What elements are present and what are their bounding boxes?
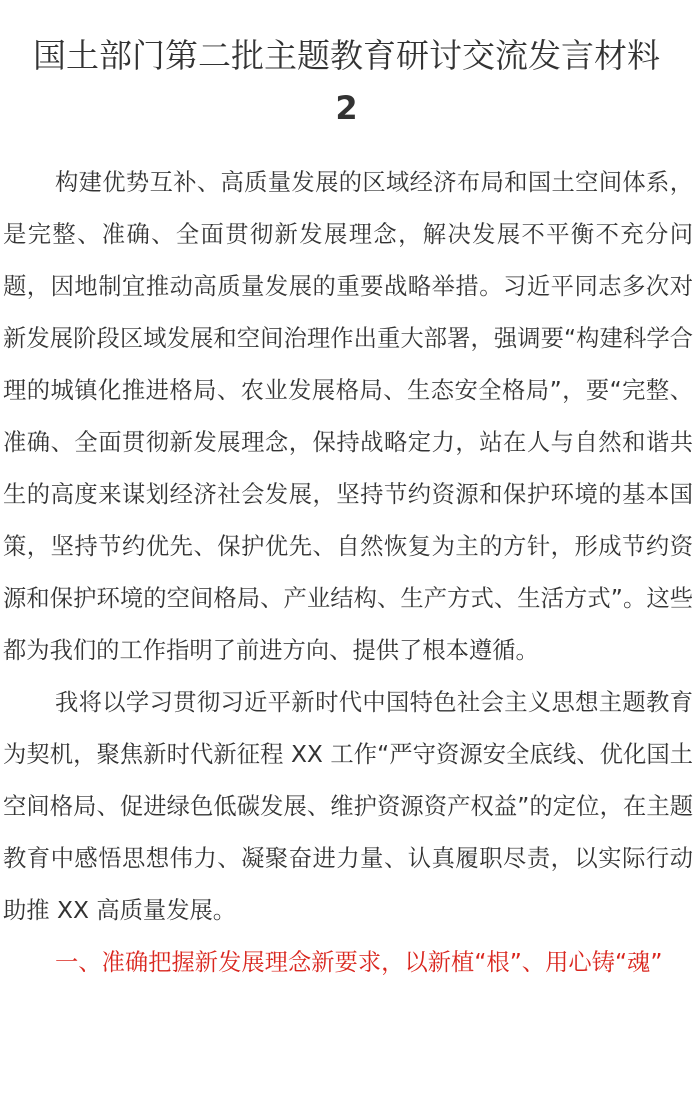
paragraph-1: 构建优势互补、高质量发展的区域经济布局和国土空间体系，是完整、准确、全面贯彻新发展理念，解决发展不平衡不充分问题，因地制宜推动高质量发展的重要战略举措。习近平同志多次对新发展阶段区域发展和空间治理作出重大部署，强调要“构建科学合理的城镇化推进格局、农业发展格局、生态安全格局”，要“完整、准确、全面贯彻新发展理念，保持战略定力，站在人与自然和谐共生的高度来谋划经济社会发展，坚持节约资源和保护环境的基本国策，坚持节约优先、保护优先、自然恢复为主的方针，形成节约资源和保护环境的空间格局、产业结构、生产方式、生活方式”。这些都为我们的工作指明了前进方向、提供了根本遵循。 (3, 169, 693, 664)
section-heading-1: 一、准确把握新发展理念新要求，以新植“根”、用心铸“魂” (55, 949, 663, 976)
title-line-1: 国土部门第二批主题教育研讨交流发言材料 (33, 36, 660, 75)
title-line-2: 2 (335, 89, 358, 127)
document-body (3, 157, 693, 989)
paragraph-2: 我将以学习贯彻习近平新时代中国特色社会主义思想主题教育为契机，聚焦新时代新征程 XX 工作“严守资源安全底线、优化国土空间格局、促进绿色低碳发展、维护资源资产权益”的定位，在主题教育中感悟思想伟力、凝聚奋进力量、认真履职尽责，以实际行动助推 XX 高质量发展。 (3, 689, 693, 924)
page-title (0, 0, 693, 134)
